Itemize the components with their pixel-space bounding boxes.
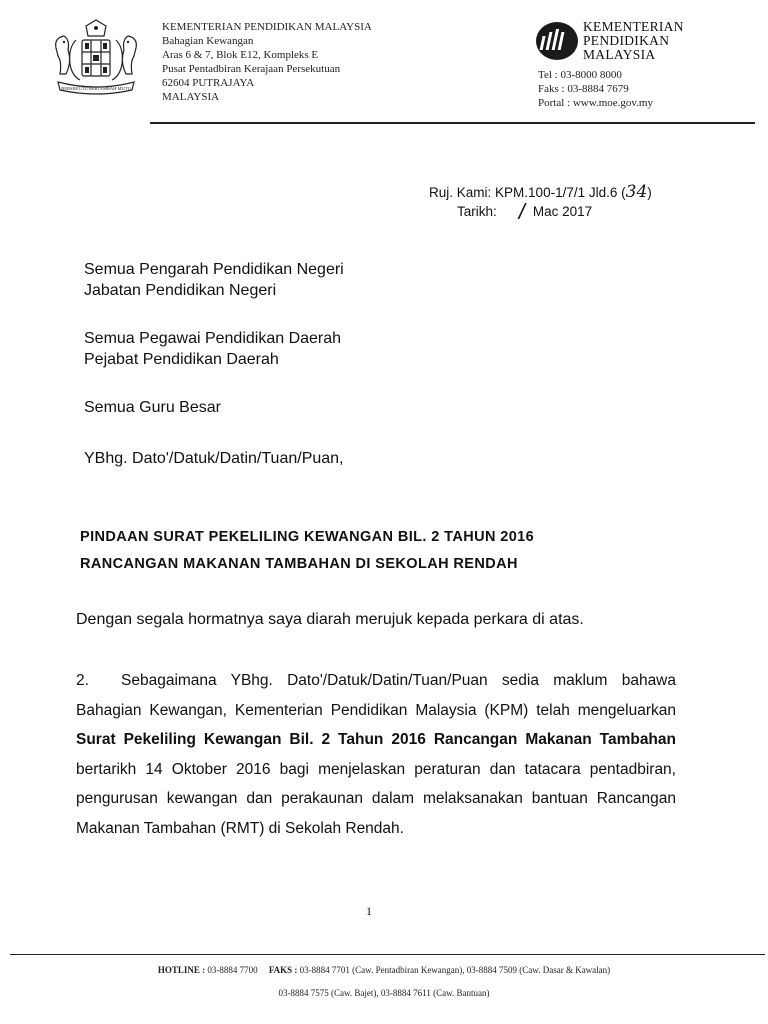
paragraph-bold-reference: Surat Pekeliling Kewangan Bil. 2 Tahun 2016 Rancangan Makanan Tambahan xyxy=(76,731,676,748)
ref-value: KPM.100-1/7/1 Jld.6 ( xyxy=(495,185,626,200)
address-line: MALAYSIA xyxy=(162,91,220,103)
reference-line xyxy=(429,183,652,202)
footer-divider xyxy=(10,954,765,955)
contact-fax: Faks : 03-8884 7679 xyxy=(538,83,629,95)
crest-motto: BERSEKUTU BERTAMBAH MUTU xyxy=(61,86,131,91)
addressee-line: Pejabat Pendidikan Daerah xyxy=(84,351,279,368)
opening-sentence: Dengan segala hormatnya saya diarah merujuk kepada perkara di atas. xyxy=(76,611,584,628)
date-handwritten-mark: / xyxy=(518,199,525,224)
address-line: 62604 PUTRAJAYA xyxy=(162,77,255,89)
salutation-line: YBhg. Dato'/Datuk/Datin/Tuan/Puan, xyxy=(84,450,344,467)
addressee-block-2 xyxy=(84,328,341,370)
letter-title xyxy=(80,527,534,574)
footer-line-1 xyxy=(0,965,768,975)
addressee-line: Semua Pegawai Pendidikan Daerah xyxy=(84,330,342,347)
addressee-line: Semua Pengarah Pendidikan Negeri xyxy=(84,261,344,278)
letterhead-divider xyxy=(150,122,755,124)
logo-line: MALAYSIA xyxy=(583,47,656,62)
date-value: Mac 2017 xyxy=(532,204,593,219)
letterhead-contact xyxy=(538,68,653,110)
addressee-line: Jabatan Pendidikan Negeri xyxy=(84,282,277,299)
address-line: Bahagian Kewangan xyxy=(162,35,254,47)
coat-of-arms-crest xyxy=(46,18,146,98)
ministry-logo-text xyxy=(583,20,684,62)
hotline-label: HOTLINE : xyxy=(157,965,206,975)
addressee-block-1 xyxy=(84,259,344,301)
ref-handwritten-number: 34 xyxy=(625,182,648,202)
date-line xyxy=(429,199,652,224)
date-label: Tarikh: xyxy=(457,204,497,219)
fax-label: FAKS : xyxy=(268,965,298,975)
footer-line-2 xyxy=(0,988,768,998)
salutation xyxy=(84,448,344,469)
paragraph-number: 2. xyxy=(76,672,89,689)
paragraph-text: Sebagaimana YBhg. Dato'/Datuk/Datin/Tuan/Puan sedia maklum bahawa Bahagian Kewangan, Kementerian Pendidikan Malaysia (KPM) telah mengeluarkan xyxy=(76,672,676,719)
title-line: PINDAAN SURAT PEKELILING KEWANGAN BIL. 2 TAHUN 2016 xyxy=(80,529,535,545)
hotline-value: 03-8884 7700 xyxy=(207,965,258,975)
ref-label: Ruj. Kami: xyxy=(429,185,492,200)
reference-block xyxy=(429,182,652,224)
ministry-logo-icon xyxy=(536,20,578,62)
contact-portal: Portal : www.moe.gov.my xyxy=(538,97,653,109)
fax-value: 03-8884 7701 (Caw. Pentadbiran Kewangan), 03-8884 7509 (Caw. Dasar & Kawalan) xyxy=(299,965,611,975)
addressee-block-3 xyxy=(84,397,221,418)
title-line: RANCANGAN MAKANAN TAMBAHAN DI SEKOLAH RENDAH xyxy=(80,556,518,572)
logo-line: KEMENTERIAN xyxy=(583,19,684,34)
letterhead-address xyxy=(162,20,372,104)
address-line: KEMENTERIAN PENDIDIKAN MALAYSIA xyxy=(162,21,372,33)
contact-tel: Tel : 03-8000 8000 xyxy=(538,69,622,81)
address-line: Pusat Pentadbiran Kerajaan Persekutuan xyxy=(162,63,341,75)
address-line: Aras 6 & 7, Blok E12, Kompleks E xyxy=(162,49,319,61)
addressee-line: Semua Guru Besar xyxy=(84,399,221,416)
logo-line: PENDIDIKAN xyxy=(583,33,670,48)
fax-value: 03-8884 7575 (Caw. Bajet), 03-8884 7611 (Caw. Bantuan) xyxy=(278,988,490,998)
paragraph-2 xyxy=(76,666,676,843)
page-number: 1 xyxy=(366,904,372,918)
paragraph-text: bertarikh 14 Oktober 2016 bagi menjelaskan peraturan dan tatacara pentadbiran, pengurusan kewangan dan perakaunan dalam melaksanakan bantuan Rancangan Makanan Tambahan (RMT) di Sekolah Rendah. xyxy=(76,760,676,837)
ref-close: ) xyxy=(647,185,652,200)
